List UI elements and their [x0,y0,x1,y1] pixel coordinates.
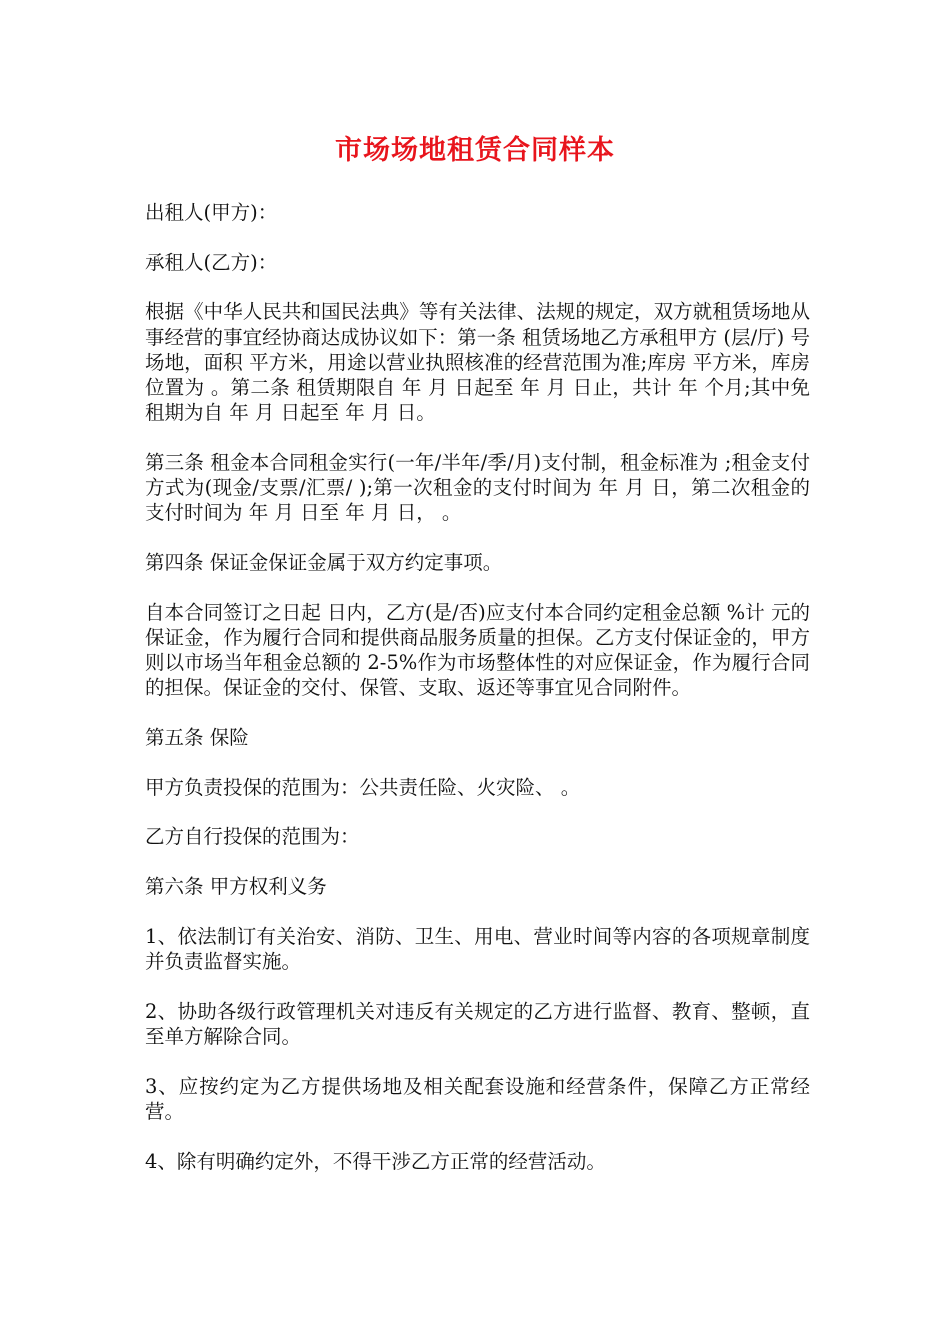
paragraph-deposit: 自本合同签订之日起 日内，乙方(是/否)应支付本合同约定租金总额 %计 元的保证金，作为履行合同和提供商品服务质量的担保。乙方支付保证金的，甲方则以市场当年租金总额的 2-5%作为市场整体性的对应保证金，作为履行合同的担保。保证金的交付、保管、支取、返还等事宜见合同附件。 [145,600,810,700]
paragraph-article-4: 第四条 保证金保证金属于双方约定事项。 [145,551,503,575]
paragraph-item-1: 1、依法制订有关治安、消防、卫生、用电、营业时间等内容的各项规章制度并负责监督实施。 [145,924,810,974]
paragraph-article-6: 第六条 甲方权利义务 [145,875,327,899]
paragraph-item-2: 2、协助各级行政管理机关对违反有关规定的乙方进行监督、教育、整顿，直至单方解除合同。 [145,999,810,1048]
document-title: 市场场地租赁合同样本 [335,135,615,166]
paragraph-article-1-2: 根据《中华人民共和国民法典》等有关法律、法规的规定，双方就租赁场地从事经营的事宜经协商达成协议如下：第一条 租赁场地乙方承租甲方 (层/厅) 号场地，面积 平方米，用途以营业执照核准的经营范围为准;库房 平方米，库房位置为 。第二条 租赁期限自 年 月 日起至 年 月 日止，共计 年 个月;其中免租期为自 年 月 日起至 年 月 日。 [145,300,810,425]
paragraph-party-a-insurance: 甲方负责投保的范围为：公共责任险、火灾险、 。 [145,775,581,799]
paragraph-lessee: 承租人(乙方)： [145,250,278,274]
paragraph-lessor: 出租人(甲方)： [145,201,278,224]
paragraph-party-b-insurance: 乙方自行投保的范围为： [145,825,360,849]
paragraph-article-3: 第三条 租金本合同租金实行(一年/半年/季/月)支付制，租金标准为 ;租金支付方式为(现金/支票/汇票/ );第一次租金的支付时间为 年 月 日，第二次租金的支付时间为 年 月 日至 年 月 日， 。 [145,450,810,525]
document-body [145,200,810,1198]
paragraph-item-3: 3、应按约定为乙方提供场地及相关配套设施和经营条件，保障乙方正常经营。 [145,1074,810,1123]
paragraph-article-5: 第五条 保险 [145,726,249,750]
paragraph-item-4: 4、除有明确约定外，不得干涉乙方正常的经营活动。 [145,1149,606,1173]
